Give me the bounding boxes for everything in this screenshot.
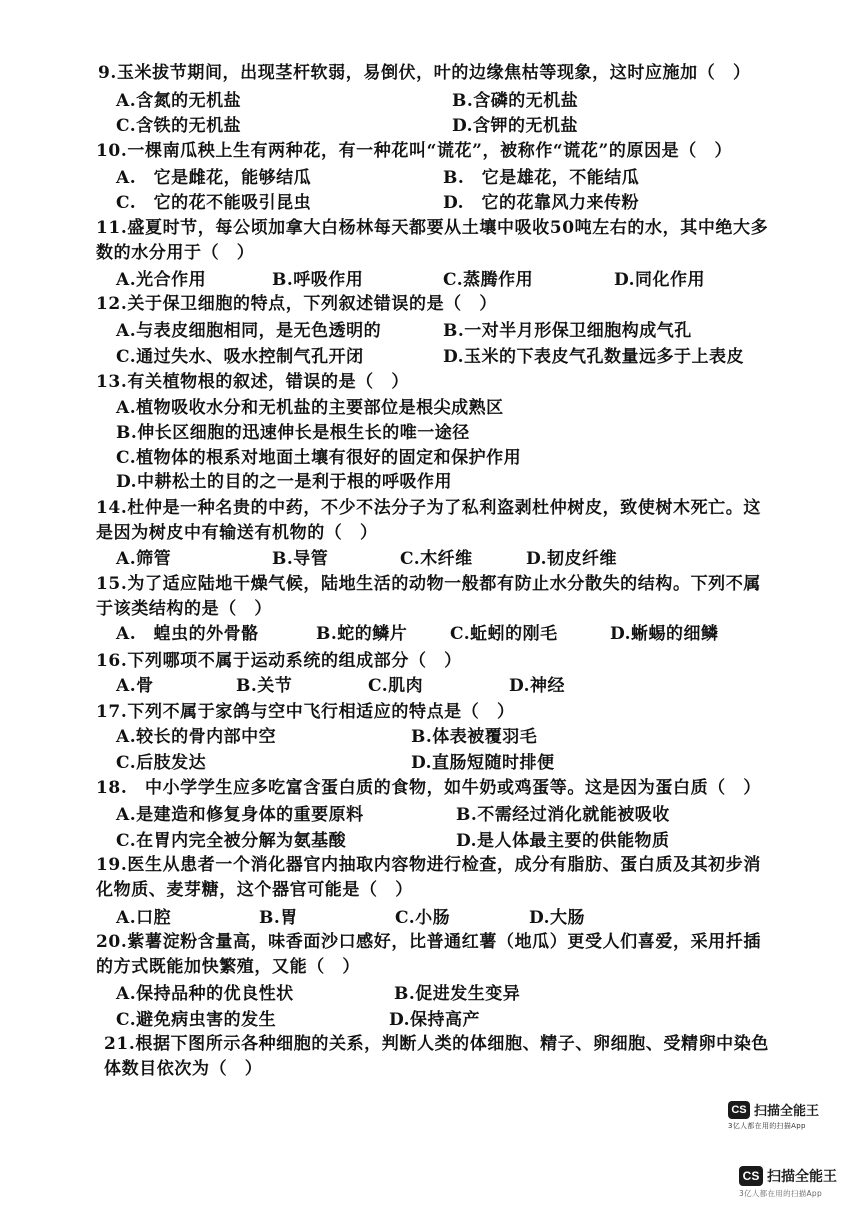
- option-d: D.大肠: [529, 908, 586, 928]
- option-d: D.是人体最主要的供能物质: [456, 831, 670, 851]
- option-c: C.植物体的根系对地面土壤有很好的固定和保护作用: [116, 448, 522, 468]
- option-b: B.含磷的无机盐: [452, 91, 579, 111]
- option-b: B.一对半月形保卫细胞构成气孔: [443, 321, 692, 341]
- option-a: A.较长的骨内部中空: [116, 727, 277, 747]
- option-d: D.蜥蜴的细鳞: [610, 624, 719, 644]
- scanner-watermark-corner: [739, 1166, 837, 1199]
- option-b: B.关节: [236, 676, 293, 696]
- option-a: A.口腔: [116, 908, 172, 928]
- option-a: A.与表皮细胞相同，是无色透明的: [116, 321, 382, 341]
- option-d: D.保持高产: [389, 1010, 481, 1030]
- question-stem: 21.根据下图所示各种细胞的关系，判断人类的体细胞、精子、卵细胞、受精卵中染色体数目依次为（ ）: [104, 1034, 769, 1079]
- option-b: B.导管: [272, 549, 329, 569]
- option-b: B.促进发生变异: [394, 984, 521, 1004]
- option-d: D.直肠短随时排便: [411, 753, 555, 773]
- option-c: C.蚯蚓的刚毛: [450, 624, 558, 644]
- camscanner-logo-icon: CS: [728, 1101, 750, 1119]
- option-b: B.体表被覆羽毛: [411, 727, 538, 747]
- question-stem: 9.玉米拔节期间，出现茎杆软弱，易倒伏，叶的边缘焦枯等现象，这时应施加（ ）: [98, 63, 751, 83]
- question-stem: 17.下列不属于家鸽与空中飞行相适应的特点是（ ）: [96, 702, 515, 722]
- option-a: A.光合作用: [116, 270, 207, 290]
- question-stem: 11.盛夏时节，每公顷加拿大白杨林每天都要从土壤中吸收50吨左右的水，其中绝大多数的水分用于（ ）: [96, 218, 769, 263]
- option-a: A. 它是雌花，能够结瓜: [116, 168, 312, 188]
- question-stem: 20.紫薯淀粉含量高，味香面沙口感好，比普通红薯（地瓜）更受人们喜爱，采用扦插的方式既能加快繁殖，又能（ ）: [96, 932, 761, 977]
- option-c: C.肌肉: [368, 676, 424, 696]
- question-stem: 16.下列哪项不属于运动系统的组成部分（ ）: [96, 651, 462, 671]
- option-a: A. 蝗虫的外骨骼: [116, 624, 259, 644]
- option-a: A.骨: [116, 676, 154, 696]
- question-stem: 15.为了适应陆地干燥气候，陆地生活的动物一般都有防止水分散失的结构。下列不属于该类结构的是（ ）: [96, 574, 761, 619]
- option-b: B.胃: [259, 908, 298, 928]
- option-d: D.同化作用: [614, 270, 706, 290]
- option-c: C.小肠: [395, 908, 451, 928]
- option-d: D. 它的花靠风力来传粉: [443, 193, 640, 213]
- camscanner-logo-icon: CS: [739, 1166, 763, 1186]
- option-d: D.中耕松土的目的之一是利于根的呼吸作用: [116, 472, 453, 492]
- option-c: C.木纤维: [400, 549, 473, 569]
- option-d: D.神经: [509, 676, 566, 696]
- question-stem: 18. 中小学学生应多吃富含蛋白质的食物，如牛奶或鸡蛋等。这是因为蛋白质（ ）: [96, 778, 761, 798]
- option-b: B.不需经过消化就能被吸收: [456, 805, 670, 825]
- question-stem: 13.有关植物根的叙述，错误的是（ ）: [96, 372, 409, 392]
- option-a: A.是建造和修复身体的重要原料: [116, 805, 364, 825]
- option-c: C.蒸腾作用: [443, 270, 534, 290]
- question-stem: 19.医生从患者一个消化器官内抽取内容物进行检查，成分有脂肪、蛋白质及其初步消化物质、麦芽糖，这个器官可能是（ ）: [96, 855, 761, 900]
- option-c: C.后肢发达: [116, 753, 207, 773]
- option-d: D.玉米的下表皮气孔数量远多于上表皮: [443, 347, 745, 367]
- option-b: B. 它是雄花，不能结瓜: [443, 168, 640, 188]
- option-a: A.含氮的无机盐: [116, 91, 242, 111]
- watermark-name: 扫描全能王: [767, 1169, 837, 1185]
- question-stem: 12.关于保卫细胞的特点，下列叙述错误的是（ ）: [96, 294, 497, 314]
- option-c: C.在胃内完全被分解为氨基酸: [116, 831, 347, 851]
- option-c: C.通过失水、吸水控制气孔开闭: [116, 347, 364, 367]
- watermark-tagline: 3亿人都在用的扫描App: [728, 1122, 806, 1130]
- option-a: A.植物吸收水分和无机盐的主要部位是根尖成熟区: [116, 398, 504, 418]
- option-d: D.韧皮纤维: [526, 549, 618, 569]
- scanner-watermark: [728, 1100, 819, 1131]
- option-b: B.蛇的鳞片: [316, 624, 408, 644]
- option-c: C.避免病虫害的发生: [116, 1010, 277, 1030]
- option-b: B.呼吸作用: [272, 270, 364, 290]
- question-stem: 10.一棵南瓜秧上生有两种花，有一种花叫“谎花”，被称作“谎花”的原因是（ ）: [96, 141, 733, 161]
- option-a: A.筛管: [116, 549, 172, 569]
- watermark-name: 扫描全能王: [754, 1104, 820, 1119]
- question-stem: 14.杜仲是一种名贵的中药，不少不法分子为了私利盗剥杜仲树皮，致使树木死亡。这是因为树皮中有输送有机物的（ ）: [96, 498, 761, 543]
- option-d: D.含钾的无机盐: [452, 116, 579, 136]
- option-c: C.含铁的无机盐: [116, 116, 242, 136]
- option-b: B.伸长区细胞的迅速伸长是根生长的唯一途径: [116, 423, 470, 443]
- option-a: A.保持品种的优良性状: [116, 984, 294, 1004]
- watermark-tagline: 3亿人都在用的扫描App: [739, 1189, 823, 1198]
- option-c: C. 它的花不能吸引昆虫: [116, 193, 312, 213]
